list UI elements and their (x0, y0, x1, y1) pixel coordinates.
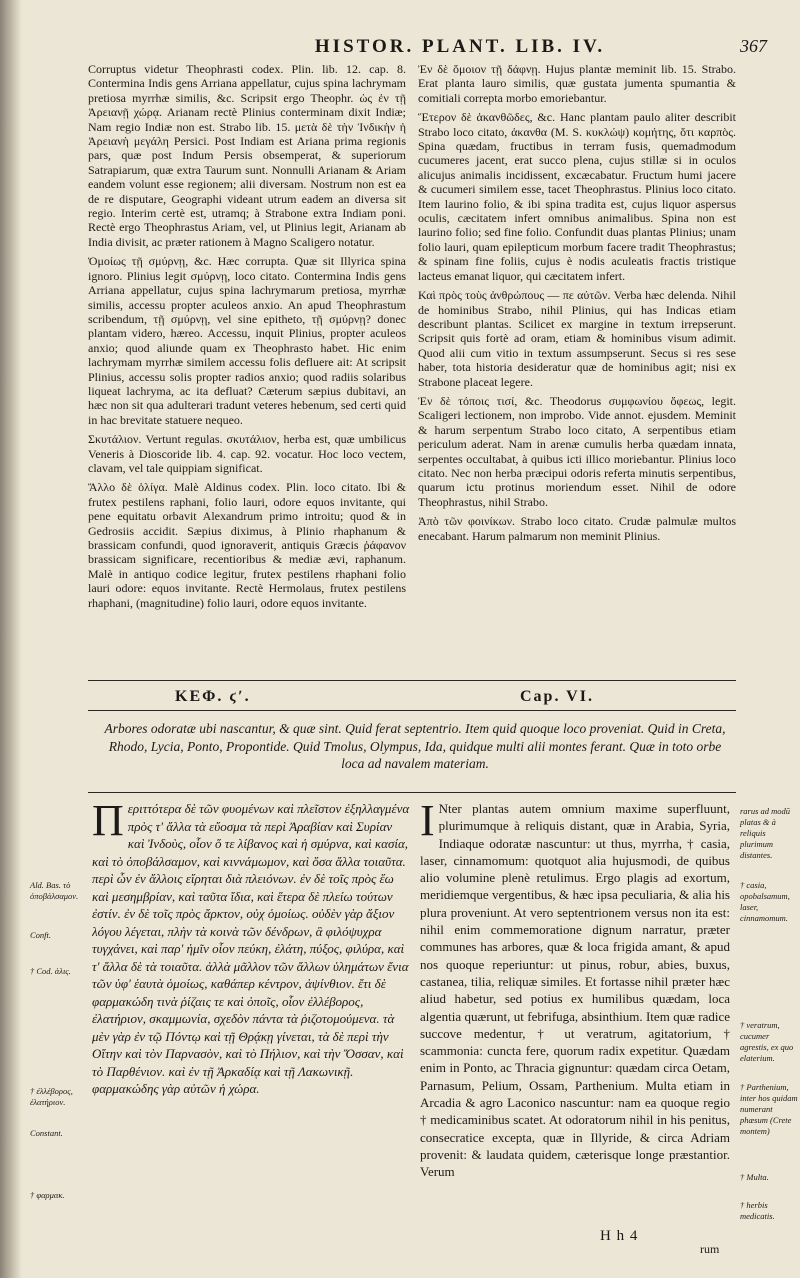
commentary-paragraph: Ἐν δὲ τόποις τισί, &c. Theodorus συμφωνίου ὄφεως, legit. Scaligeri lectionem, non improbo. Vide annot. ejusdem. Meminit & harum serpentum Strabo loco citato, A serpentibus etiam periculum aderat. Nam in arenæ cumulis herba quædam innata, serpentes occultabat, à quibus icti illico moriebantur. Plinius loco citato. Nec non herba præcipui odoris referta minutis serpentibus, quarum ictu protinus moriendum esset. Nihil de odore Theophrastus, nihil Strabo. (418, 393, 736, 509)
right-margin-note: † herbis medicatis. (740, 1200, 775, 1221)
right-margin-note: † Parthenium, inter hos quidam numerant phæsum (Crete montem) (740, 1082, 798, 1136)
left-margin-note: Ald. Bas. τὸ ὀποβάλσαμον. (30, 880, 79, 901)
greek-initial: Π (92, 800, 124, 845)
commentary-left-column (88, 62, 406, 672)
chapter-summary: Arbores odoratæ ubi nascantur, & quæ sint. Quid ferat septentrio. Item quid quoque loco proveniat. Quid in Creta, Rhodo, Lycia, Ponto, Propontide. Quid Tmolus, Olympus, Ida, quidque multi alii montes ferant. Quæ in toto orbe loca ad navalem materiam. (104, 721, 726, 771)
latin-text-body: Nter plantas autem omnium maxime superfluunt, plurimumque à reliquis distant, quæ in Arabia, Syria, Indiaque odoratæ nascuntur: ut thus, myrrha, † casia, laser, cinnamomum: quotquot alia hujusmodi, de quibus alio volumine plenè retulimus. Ergo plagis ad exortum, meridiemque vergentibus, & hæc ipsa peculiaria, & alia his plura proveniunt. At vero septentrionem versus non ita est: nihil enim commemoratione dignum narratur, præter communes has arbores, quæ & loca frigida amant, & apud nos quoque reperiuntur: ut pinus, robur, abies, buxus, castanea, tilia, reliquæ similes. Et fortasse nihil præter hæc aliud habetur, sed potius ex humilibus quædam, loca algentia quærunt, ut febrifuga, absinthium. Item quæ radice succove medentur, † ut veratrum, agitatorium, † scammonia: cuncta fere, quorum radix expetitur. Quædam enim in Ponto, ac Thracia gignuntur: quædam circa Oetam, Parnasum, Pelium, Ossam, Parthenium. Multa etiam in Arcadia & agro Laconico nascuntur: nam ea quoque regio † medicaminibus scatet. At odoratorum nihil in his penitus, consecratice excepta, quæ in Illyride, & circa Adriam provenit: & laudata quidem, cæterisque longe præstantior. Verum (420, 801, 730, 1180)
commentary-paragraph: Ἀπὸ τῶν φοινίκων. Strabo loco citato. Crudæ palmulæ multos enecabant. Harum palmarum non meminit Plinius. (418, 514, 736, 543)
right-margin-note: † Multa. (740, 1172, 769, 1182)
left-margin-note: Constant. (30, 1128, 63, 1138)
section-divider (88, 680, 736, 681)
left-margin-note: † φαρμακ. (30, 1190, 65, 1200)
left-margin-note: † Cod. ἀλις. (30, 966, 71, 976)
running-title: HISTOR. PLANT. LIB. IV. (314, 36, 606, 57)
signature-mark: H h 4 (600, 1228, 639, 1244)
commentary-paragraph: Ἐν δὲ ὅμοιον τῇ δάφνῃ. Hujus plantæ meminit lib. 15. Strabo. Erat planta lauro similis, quæ gustata jumenta spumantia & comitiali correpta morbo emoriebantur. (418, 62, 736, 105)
commentary-paragraph: Ὁμοίως τῇ σμύρνῃ, &c. Hæc corrupta. Quæ sit Illyrica spina ignoro. Plinius legit σμύρνῃ, loco citato. Contermina Indis gens Arriana appellatur, cujus spina lachrymarum pretiosa, myrrhæ similis, accessu propter aculeos anxio. An apud Theophrastum scribendum, τῇ σμύρνῃ, vel sine epitheto, τῇ σμύρνῃ? donec plantam videro, hæreo. Accessu, inquit Plinius, propter aculeos anxio; quod aliunde quam ex Theophrasto habet. Hic enim lachrymam myrrhæ similem accessu folis defluere ait: At scripsit Plinius, accessu solis propter radios anxio; quod radiis solaribus liqueat lachryma, ac ita defluat? Cæterum sæpius dubitavi, an hæc non sit qua adulterari tradunt veteres hebenum, sed certi quid in hac brevitate statuere nequeo. (88, 254, 406, 427)
catchword: rum (700, 1242, 720, 1256)
left-margin-note: † ἐλλέβορος, ἐλατήριον. (30, 1086, 73, 1107)
section-divider (88, 792, 736, 793)
greek-text-body: εριττότερα δὲ τῶν φυομένων καὶ πλεῖστον ἐξηλλαγμένα πρὸς τ' ἄλλα τὰ εὔοσμα τὰ περὶ Ἀραβίαν καὶ Συρίαν καὶ Ἰνδοὺς, οἷον ὅ τε λίβανος καὶ ἡ σμύρνα, καὶ κασία, καὶ τὸ ὀποβάλσαμον, καὶ κιννάμωμον, καὶ ὅσα ἄλλα τοιαῦτα. περὶ ὧν ἐν ἄλλοις εἴρηται διὰ πλειόνων. ἐν δὲ τοῖς πρὸς ἕω καὶ μεσημβρίαν, καὶ ταῦτα ἴδια, καὶ ἕτερα δὲ πλείω τούτων ἐστίν. ἐν δὲ τοῖς πρὸς ἄρκτον, οὐχ ὁμοίως. οὐδὲν γὰρ ἄξιον λόγου λέγεται, πλὴν τὰ κοινὰ τῶν δένδρων, ἃ φιλόψυχρα τυγχάνει, καὶ παρ' ἡμῖν οἷον πεύκη, ἐλάτη, πύξος, φιλύρα, καὶ τ' ἄλλα δὲ τὰ τοιαῦτα. ἀλλὰ μᾶλλον τῶν ἄλλων ὑλημάτων ἔνια τῶν ὑφ' ἑαυτὰ ὁμοίως, καθάπερ κέντρον, ἀψίνθιον. ἔτι δὲ φαρμακώδη τινὰ ῥίζαις τε καὶ ὀποῖς, οἷον ἐλλέβορος, ἐλατήριον, σκαμμωνία, σχεδὸν πάντα τὰ ῥιζοτομούμενα. τὰ μὲν γὰρ ἐν τῷ Πόντῳ καὶ τῇ Θρᾴκῃ γίνεται, τὰ δὲ περὶ τὴν Οἴτην καὶ τὸν Παρνασὸν, καὶ τὸ Πήλιον, καὶ τὴν Ὄσσαν, καὶ τὸ Παρθένιον. καὶ ἐν τῇ Ἀρκαδίᾳ καὶ τῇ Λακωνικῇ. φαρμακώδης γὰρ αὐτῶν ἡ χώρα. (92, 801, 410, 1096)
left-margin-note: Conft. (30, 930, 52, 940)
greek-chapter-heading: ΚΕΦ. ϛʹ. (175, 688, 251, 705)
commentary-paragraph: Corruptus videtur Theophrasti codex. Plin. lib. 12. cap. 8. Contermina Indis gens Arriana appellatur, cujus spina lachrymam pretiosa myrrhæ similis, &c. Scripsit ergo Theophr. ὡς ἐν τῇ Ἀρειανῇ χώρᾳ. Arianam rectè Plinius conterminam dixit Indiæ; Nam regio Indiæ non est. Strabo lib. 15. μετὰ δὲ τὴν Ἰνδικὴν ἡ Ἀρειανὴ μεγάλη Persici. Post Indiam est Ariana prima regionis pars, quæ post Indum Persis obsemperat, & superiorum Satrapiarum, quæ extra Taurum sunt. Nonnulli Arianam & Ariam eandem volunt esse regionem; alii diversam. Nostrum non est ea de re disputare, Geographi videant utrum eadem an diversa sit regio. Interim certè est, utramq; à Strabone extra Indiam poni. Rectè ergo Theophrastus Ariam, vel, ut Plinius legit, Arianam ab India divisit, ac præter rationem à Magno Scaligero notatur. (88, 62, 406, 249)
commentary-paragraph: Καὶ πρὸς τοὺς ἀνθρώπους — πε αὐτῶν. Verba hæc delenda. Nihil de hominibus Strabo, nihil Plinius, qui has Indicas etiam describunt plantas. Scilicet ex margine in textum irrepserunt. Scripsit quis fortè ad oram, etiam & hominibus visum adimit. Quod alii cum vitio in textum assumpserunt. Secus si res sese haber, tota historia desideratur quæ de hominibus agit; nisi ex Strabone placeat legere. (418, 288, 736, 389)
latin-chapter-heading: Cap. VI. (520, 688, 594, 705)
page-gutter-shadow (0, 0, 22, 1278)
right-margin-note: † veratrum, cucumer agrestis, ex quo elaterium. (740, 1020, 794, 1063)
commentary-paragraph: Σκυτάλιον. Vertunt regulas. σκυτάλιον, herba est, quæ umbilicus Veneris à Dioscoride lib. 4. cap. 92. vocatur. Hoc loco vectem, clavam, vel tale quippiam significat. (88, 432, 406, 475)
page-number: 367 (740, 36, 767, 56)
latin-initial: I (420, 800, 435, 845)
latin-text-column (420, 800, 730, 1240)
commentary-paragraph: Ἄλλο δὲ ὀλίγα. Malè Aldinus codex. Plin. loco citato. Ibi & frutex pestilens raphani, folio lauri, odore equos invitante, qui pene equitatu orbavit Alexandrum primo introitu; quod & in Gedrosiis accidit. Sæpius diximus, à Plinio rhaphanum & brassicam confundi, quod ignoraverit, antiquis Græcis ῥάφανον brassicam significare, recentioribus & mediæ ævi, raphanum. Malè in antiquo codice legitur, frutex pestilens rhaphani folio lauri odore: equos invitante. Rectè Hermolaus, frutex pestilens rhaphani, (magnitudine) folio lauri, odore equos invitante. (88, 480, 406, 610)
commentary-right-column (418, 62, 736, 672)
right-margin-note: † casia, opobalsamum, laser, cinnamomum. (740, 880, 790, 923)
section-divider (88, 710, 736, 711)
right-margin-note: rarus ad modū platas & à reliquis plurimum distantes. (740, 806, 791, 860)
commentary-paragraph: Ἕτερον δὲ ἀκανθῶδες, &c. Hanc plantam paulo aliter describit Strabo loco citato, ἀκανθα (M. S. κυκλώψ) κομήτης, ὅτι καρπὸς. Spina quædam, fructibus in terram fusis, quemadmodum cucumeres jacent, erat succo plena, cujus stillæ si in oculos alicujus animalis incidissent, excæcabatur. Fructum humi jacere & cucumeri similem esse, tacet Theophrastus. Plinius loco citato. Item laurino folio, & ibi spina tradita est, cujus liquor aspersus oculis, cæcitatem infert omnibus animalibus. Spina non est laurino folio; sed fine folio. Confundit duas plantas Plinius; unam folio lauri, quam epilepticum morbum facere tradit Theophrastus; & spinam fine foliis, cujus è nodis aculeatis fractis tristique lacteus emanat liquor, qui cæcitatem infert. (418, 110, 736, 283)
greek-text-column (92, 800, 410, 1230)
